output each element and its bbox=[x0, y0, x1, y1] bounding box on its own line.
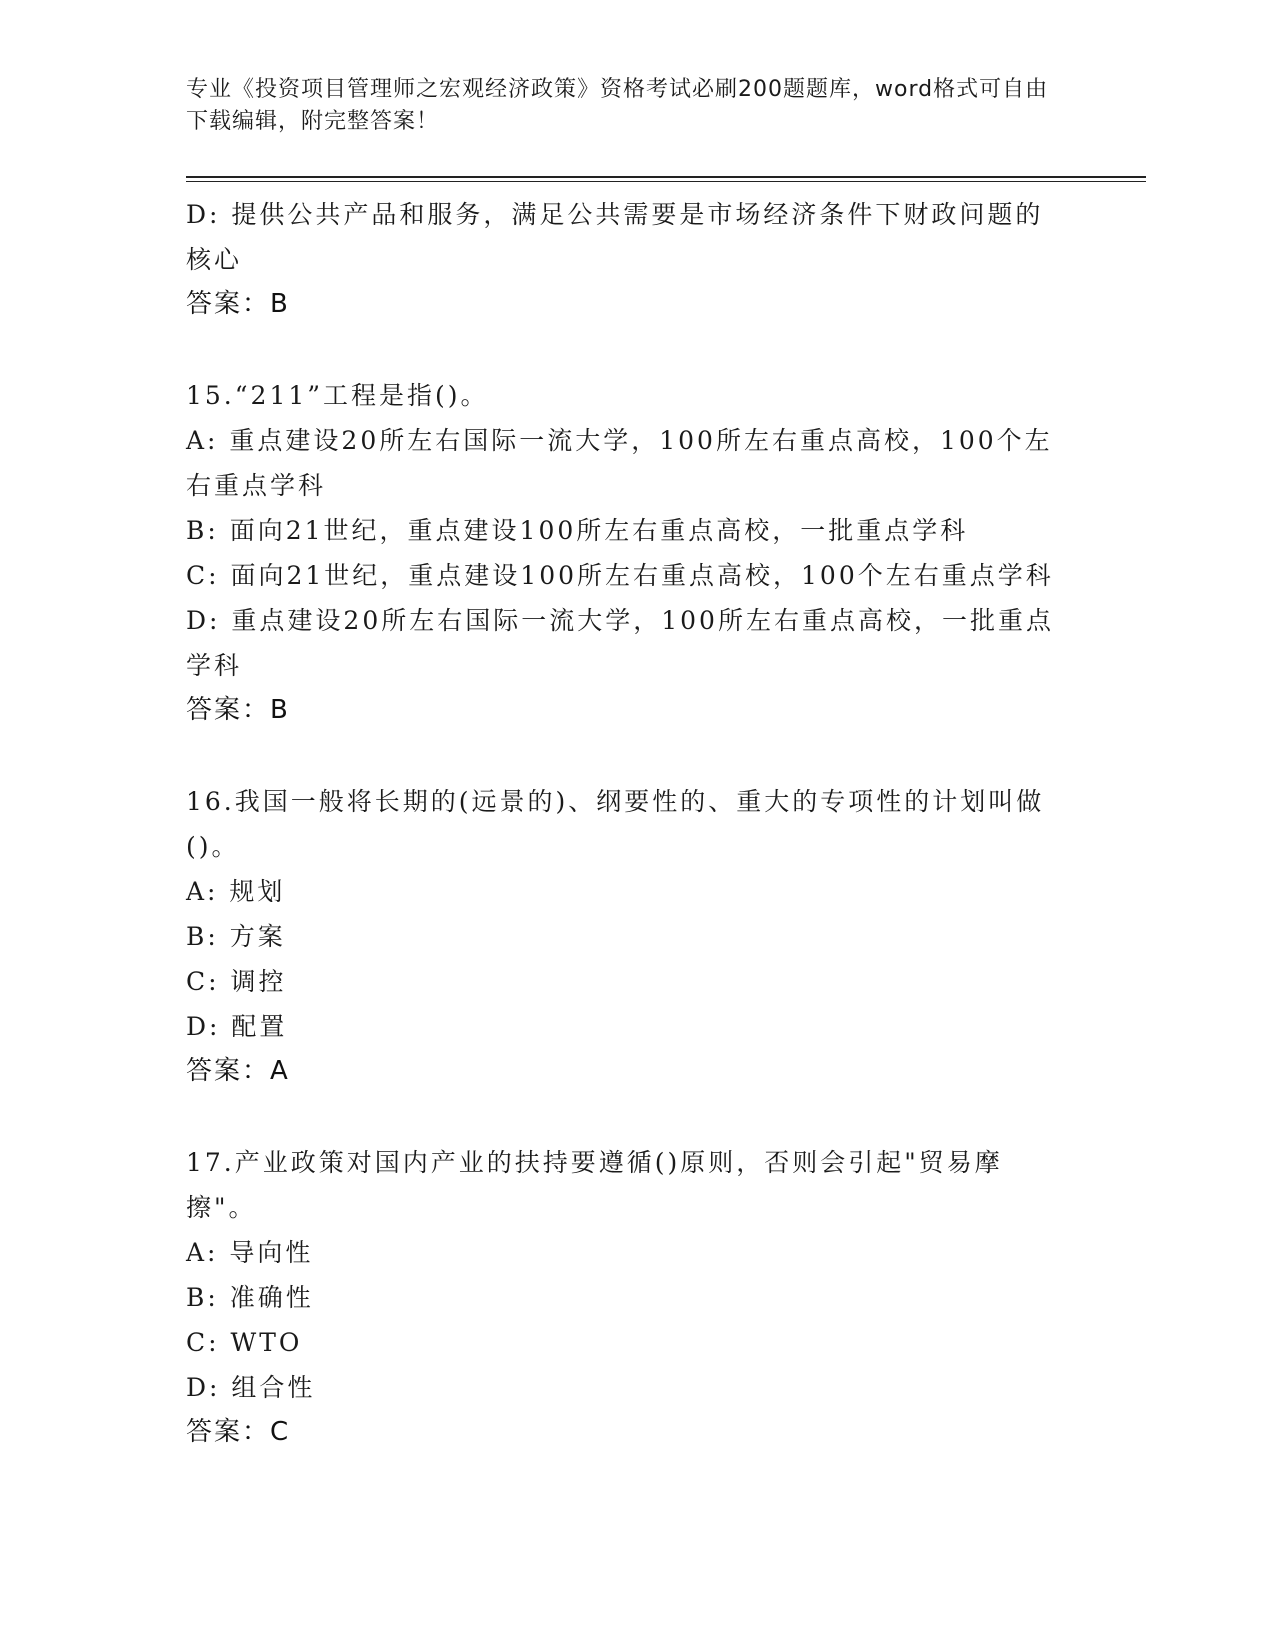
answer-line: 答案：C bbox=[186, 1417, 291, 1447]
option-d: D: 重点建设20所左右国际一流大学，100所左右重点高校，一批重点学科 bbox=[186, 606, 1054, 680]
question-16 bbox=[186, 779, 1066, 1094]
option-c: C: 面向21世纪，重点建设100所左右重点高校，100个左右重点学科 bbox=[186, 561, 1054, 590]
option-a: A: 重点建设20所左右国际一流大学，100所左右重点高校，100个左右重点学科 bbox=[186, 426, 1053, 500]
option-a: A: 导向性 bbox=[186, 1238, 314, 1267]
option-b: B: 准确性 bbox=[186, 1283, 314, 1312]
option-c: C: 调控 bbox=[186, 967, 287, 996]
question-stem: 15.“211”工程是指()。 bbox=[186, 381, 489, 410]
document-page bbox=[186, 74, 1146, 1455]
option-d: D: 提供公共产品和服务，满足公共需要是市场经济条件下财政问题的核心 bbox=[186, 200, 1044, 274]
option-a: A: 规划 bbox=[186, 877, 286, 906]
option-b: B: 面向21世纪，重点建设100所左右重点高校，一批重点学科 bbox=[186, 516, 969, 545]
answer-line: 答案：B bbox=[186, 695, 290, 725]
question-17 bbox=[186, 1140, 1066, 1455]
question-stem: 17.产业政策对国内产业的扶持要遵循()原则，否则会引起"贸易摩擦"。 bbox=[186, 1148, 1003, 1222]
continued-question bbox=[186, 192, 1066, 327]
answer-line: 答案：B bbox=[186, 289, 290, 319]
page-header: 专业《投资项目管理师之宏观经济政策》资格考试必刷200题题库，word格式可自由下载编辑，附完整答案！ bbox=[186, 77, 1049, 134]
option-b: B: 方案 bbox=[186, 922, 286, 951]
option-c: C: WTO bbox=[186, 1328, 303, 1357]
answer-line: 答案：A bbox=[186, 1056, 290, 1086]
option-d: D: 配置 bbox=[186, 1012, 288, 1041]
option-d: D: 组合性 bbox=[186, 1373, 316, 1402]
question-15 bbox=[186, 373, 1066, 733]
document-body bbox=[186, 192, 1066, 1455]
header-divider bbox=[186, 176, 1146, 182]
question-stem: 16.我国一般将长期的(远景的)、纲要性的、重大的专项性的计划叫做()。 bbox=[186, 787, 1045, 861]
